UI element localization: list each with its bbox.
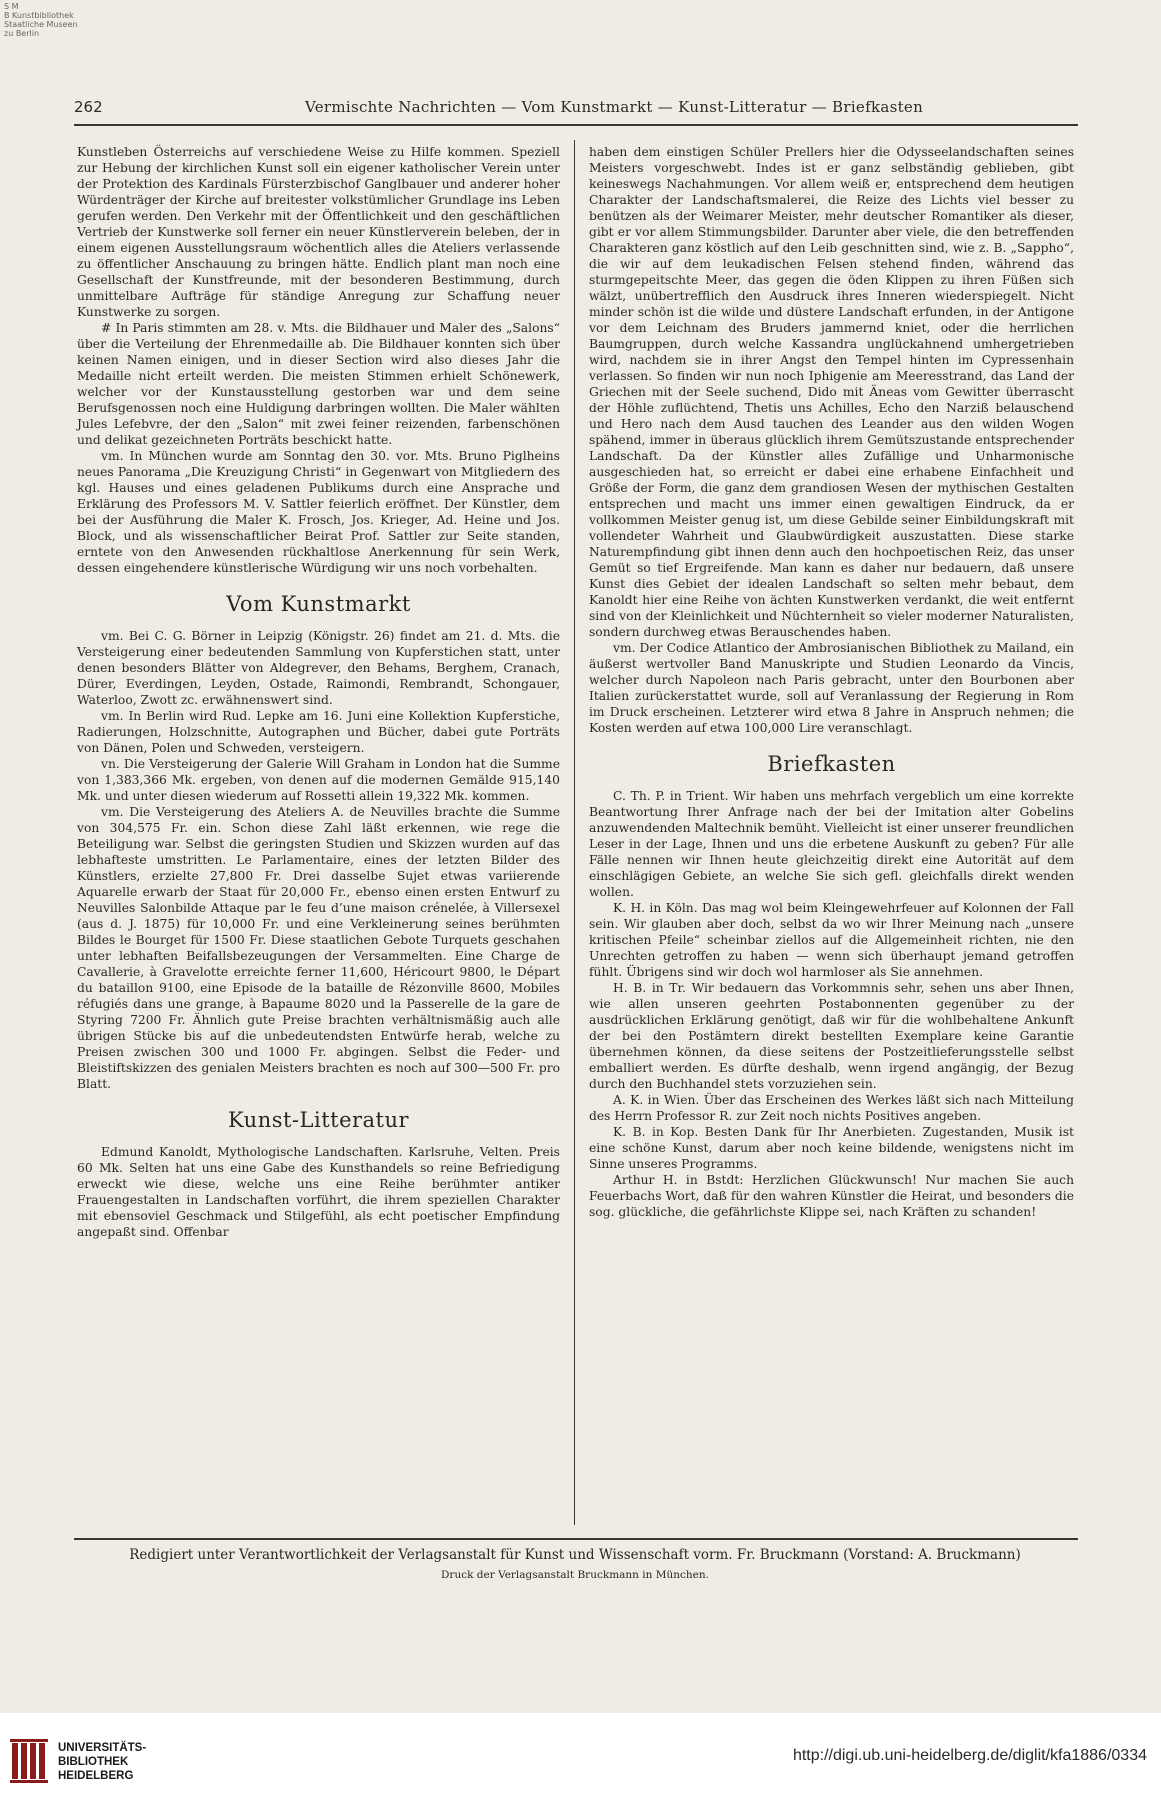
news-paragraph: Kunstleben Österreichs auf verschiedene Weise zu Hilfe kommen. Speziell zur Hebung der kirchlichen Kunst soll ein eigener katholischer Verein unter der Protektion des Kardinals Fürsterzbischof Ganglbauer und anderer hoher Würdenträger der Kirche auf breitester volkstümlicher Grundlage ins Leben gerufen werden. Den Verkehr mit der Öffentlichkeit und den geschäftlichen Vertrieb der Kunstwerke soll ferner ein neuer Künstlerverein beleben, der in einem eigenen Ausstellungsraum wöchentlich alles die Ateliers verlassende zu öffentlicher Anschauung zu bringen hätte. Endlich plant man noch eine Gesellschaft der Kunstfreunde, mit der besonderen Bestimmung, durch unmittelbare Aufträge für ständige Anregung zur Schaffung neuer Kunstwerke zu sorgen. [77,145,560,319]
stamp-line: S M [4,2,19,11]
letter-reply: K. H. in Köln. Das mag wol beim Kleingewehrfeuer auf Kolonnen der Fall sein. Wir glauben aber doch, selbst da wo wir Ihrer Meinung nach „unsere kritischen Pfeile“ scheinbar ziellos auf die Allgemeinheit richten, nie den Unrechten getroffen zu haben — wenn sich überhaupt jemand getroffen fühlt. Übrigens sind wir doch wol harmloser als Sie annehmen. [589,901,1074,979]
header-rule [74,124,1078,126]
letter-reply: C. Th. P. in Trient. Wir haben uns mehrfach vergeblich um eine korrekte Beantwortung Ihrer Anfrage nach der bei der Imitation alter Gobelins anzuwendenden Maltechnik bemüht. Vielleicht ist einer unserer freundlichen Leser in der Lage, Ihnen und uns die erbetene Auskunft zu geben? Für alle Fälle nennen wir Ihnen heute gleichzeitig direkt eine Autorität auf dem einschlägigen Gebiete, an welche Sie sich gefl. gleichfalls direkt wenden wollen. [589,789,1074,899]
section-heading-litteratur: Kunst-Litteratur [227,1108,410,1132]
column-divider [574,140,575,1525]
literature-paragraph: haben dem einstigen Schüler Prellers hier die Odysseelandschaften seines Meisters vorgeschwebt. Indes ist er ganz selbständig geblieben, gibt keineswegs Nachahmungen. Vor allem weiß er, entsprechend dem heutigen Charakter der Landschaftsmalerei, die Reize des Lichts viel besser zu benützen als der Weimarer Meister, mehr deutscher Romantiker als dieser, gibt er vor allem Stimmungsbilder. Darunter aber viele, die den betreffenden Charakteren ganz köstlich auf den Leib geschnitten sind, wie z. B. „Sappho“, die wir auf dem leukadischen Felsen stehend finden, während das sturmgepeitschte Meer, das gegen die öden Klippen zu ihren Füßen sich wälzt, unübertrefflich den Ausdruck ihres Inneren wiederspiegelt. Nicht minder schön ist die wilde und düstere Landschaft erfunden, in der Antigone vor dem Leichnam des Bruders jammernd kniet, oder die herrlichen Baumgruppen, durch welche Kassandra unglückahnend umhergetrieben wird, nachdem sie in ihrer Angst den Tempel hinten im Cypressenhain verlassen. So finden wir nun noch Iphigenie am Meeresstrand, das Land der Griechen mit der Seele suchend, Dido mit Äneas vom Gewitter überrascht der Höhle zuflüchtend, Thetis uns Achilles, Echo den Narziß belauschend und Hero nach dem Ausd tauchen des Leander aus den wilden Wogen spähend, immer in überaus glücklich ihrem Gemütszustande entsprechender Landschaft. Da der Künstler alles Zufällige und Unharmonische ausgeschieden hat, so erreicht er dabei eine erhabene Einfachheit und Größe der Form, die ganz dem grandiosen Wesen der mythischen Gestalten entsprechen und macht uns immer einen gewaltigen Eindruck, da er vollkommen Meister genug ist, um diese Gebilde seiner Einbildungskraft mit vollendeter Wahrheit und Glaubwürdigkeit auszustatten. Diese starke Naturempfindung gibt ihnen denn auch den hochpoetischen Reiz, das unser Gemüt so tief Ergreifende. Man kann es daher nur bedauern, daß unsere Kunst dies Gebiet der idealen Landschaft so selten mehr bebaut, dem Kanoldt hier eine Reihe von ächten Kunstwerken verdankt, die weit entfernt sind von der Kleinlichkeit und Nüchternheit so vieler moderner Naturalisten, sondern durchweg etwas Berauschendes haben. [589,145,1074,639]
page-footer [74,1545,1076,1583]
stamp-line: Staatliche Museen [4,20,78,29]
museum-stamp [4,2,78,38]
section-heading-briefkasten: Briefkasten [767,752,896,776]
page-number: 262 [74,98,103,116]
digital-copy-link[interactable]: http://digi.ub.uni-heidelberg.de/diglit/kfa1886/0334 [792,1747,1147,1764]
page-header [74,98,1074,124]
library-band [0,1713,1161,1806]
footer-rule [74,1538,1078,1540]
news-paragraph: vm. Der Codice Atlantico der Ambrosianischen Bibliothek zu Mailand, ein äußerst wertvoller Band Manuskripte und Studien Leonardo da Vincis, welcher durch Napoleon nach Paris gebracht, unter den Bourbonen aber Italien zurückerstattet wurde, soll auf Veranlassung der Regierung in Rom im Druck erscheinen. Letzterer wird etwa 8 Jahre in Anspruch nehmen; die Kosten werden auf etwa 100,000 Lire veranschlagt. [589,641,1074,735]
library-name [58,1741,146,1783]
editor-line: Redigiert unter Verantwortlichkeit der Verlagsanstalt für Kunst und Wissenschaft vorm. Fr. Bruckmann (Vorstand: A. Bruckmann) [129,1547,1021,1563]
library-name-line: BIBLIOTHEK [58,1756,129,1768]
market-paragraph: vm. Bei C. G. Börner in Leipzig (Königstr. 26) findet am 21. d. Mts. die Versteigerung einer bedeutenden Sammlung von Kupferstichen statt, unter denen besonders Blätter von Aldegrever, den Behams, Berghem, Cranach, Dürer, Everdingen, Leyden, Ostade, Raimondi, Rembrandt, Schongauer, Waterloo, Zwott zc. erwähnenswert sind. [77,629,560,707]
market-paragraph: vm. In Berlin wird Rud. Lepke am 16. Juni eine Kollektion Kupferstiche, Radierungen, Holzschnitte, Autographen und Bücher, dabei gute Porträts von Dänen, Polen und Schweden, versteigern. [77,709,560,755]
section-heading-kunstmarkt: Vom Kunstmarkt [226,592,411,616]
letter-reply: A. K. in Wien. Über das Erscheinen des Werkes läßt sich nach Mitteilung des Herrn Professor R. zur Zeit noch nichts Positives angeben. [589,1093,1074,1123]
running-title: Vermischte Nachrichten — Vom Kunstmarkt — Kunst-Litteratur — Briefkasten [304,98,924,116]
left-column [77,144,560,1240]
literature-paragraph: Edmund Kanoldt, Mythologische Landschaften. Karlsruhe, Velten. Preis 60 Mk. Selten hat uns eine Gabe des Kunsthandels so reine Befriedigung erweckt wie diese, welche uns eine Reihe berühmter antiker Frauengestalten in Landschaften vorführt, die ihrem speziellen Charakter mit ebensoviel Geschmack und Stilgefühl, als echt poetischer Empfindung angepaßt sind. Offenbar [77,1145,560,1239]
letter-reply: K. B. in Kop. Besten Dank für Ihr Anerbieten. Zugestanden, Musik ist eine schöne Kunst, darum aber noch keine bildende, wenigstens nicht im Sinne unseres Programms. [589,1125,1074,1171]
stamp-line: zu Berlin [4,29,40,38]
right-column [589,144,1074,1220]
print-line: Druck der Verlagsanstalt Bruckmann in München. [441,1569,709,1581]
library-logo-icon [10,1739,48,1783]
news-paragraph: # In Paris stimmten am 28. v. Mts. die Bildhauer und Maler des „Salons“ über die Verteilung der Ehrenmedaille ab. Die Bildhauer konnten sich über keinen Namen einigen, und in dieser Section wird also dieses Jahr die Medaille nicht erteilt werden. Die meisten Stimmen erhielt Schönewerk, welcher vor der Kunstausstellung gestorben war und dem seine Berufsgenossen noch eine Huldigung darbringen wollten. Die Maler wählten Jules Lefebvre, der den „Salon“ mit zwei feiner reizenden, farbenschönen und delikat gezeichneten Porträts beschickt hatte. [77,321,560,447]
letter-reply: H. B. in Tr. Wir bedauern das Vorkommnis sehr, sehen uns aber Ihnen, wie allen unseren geehrten Postabonnenten gegenüber zu der ausdrücklichen Erklärung genötigt, daß wir für die wohlbehaltene Ankunft der bei den Postämtern direkt bestellten Exemplare keine Garantie übernehmen können, da diese seitens der Postzeitlieferungsstelle selbst emballiert werden. Es dürfte deshalb, wenn irgend angängig, der Bezug durch den Buchhandel stets vorzuziehen sein. [589,981,1074,1091]
library-name-line: HEIDELBERG [58,1770,134,1782]
market-paragraph: vn. Die Versteigerung der Galerie Will Graham in London hat die Summe von 1,383,366 Mk. ergeben, von denen auf die modernen Gemälde 915,140 Mk. und unter diesen wiederum auf Rossetti allein 19,322 Mk. kommen. [77,757,560,803]
stamp-line: B Kunstbibliothek [4,11,74,20]
news-paragraph: vm. In München wurde am Sonntag den 30. vor. Mts. Bruno Piglheins neues Panorama „Die Kreuzigung Christi“ in Gegenwart von Mitgliedern des kgl. Hauses und eines geladenen Publikums durch eine Ansprache und Erklärung des Professors M. V. Sattler feierlich eröffnet. Der Künstler, dem bei der Ausführung die Maler K. Frosch, Jos. Krieger, Ad. Heine und Jos. Block, und als wissenschaftlicher Beirat Prof. Sattler zur Seite standen, erntete von den Anwesenden rückhaltlose Anerkennung für sein Werk, dessen eingehendere künstlerische Würdigung wir uns noch vorbehalten. [77,449,560,575]
letter-reply: Arthur H. in Bstdt: Herzlichen Glückwunsch! Nur machen Sie auch Feuerbachs Wort, daß für den wahren Künstler die Heirat, und besonders die sog. glückliche, die gefährlichste Klippe sei, nach Kräften zu schanden! [589,1173,1074,1219]
market-paragraph: vm. Die Versteigerung des Ateliers A. de Neuvilles brachte die Summe von 304,575 Fr. ein. Schon diese Zahl läßt erkennen, wie rege die Beteiligung war. Selbst die geringsten Studien und Skizzen wurden auf das lebhafteste umstritten. Le Parlamentaire, eines der letzten Bilder des Künstlers, erzielte 27,800 Fr. Drei dasselbe Sujet etwas variierende Aquarelle erwarb der Staat für 20,000 Fr., ebenso einen ersten Entwurf zu Neuvilles Salonbilde Attaque par le feu d’une maison crénelée, à Villersexel (aus d. J. 1875) für 10,000 Fr. und eine Verkleinerung seines berühmten Bildes le Bourget für 1500 Fr. Diese staatlichen Gebote Turquets geschahen unter lebhaften Beifallsbezeugungen der Versammelten. Eine Charge de Cavallerie, à Gravelotte erreichte ferner 11,600, Héricourt 9800, le Départ du bataillon 9100, eine Episode de la bataille de Rézonville 8600, Mobiles réfugiés dans une grange, à Bapaume 8020 und la Passerelle de la gare de Styring 7200 Fr. Ähnlich gute Preise brachten verhältnismäßig auch alle übrigen Stücke bis auf die unbedeutendsten Entwürfe herab, welche zu Preisen zwischen 300 und 1000 Fr. abgingen. Selbst die Feder- und Bleistiftskizzen des genialen Meisters brachten es noch auf 300—500 Fr. pro Blatt. [77,805,560,1091]
library-name-line: UNIVERSITÄTS- [58,1742,147,1754]
